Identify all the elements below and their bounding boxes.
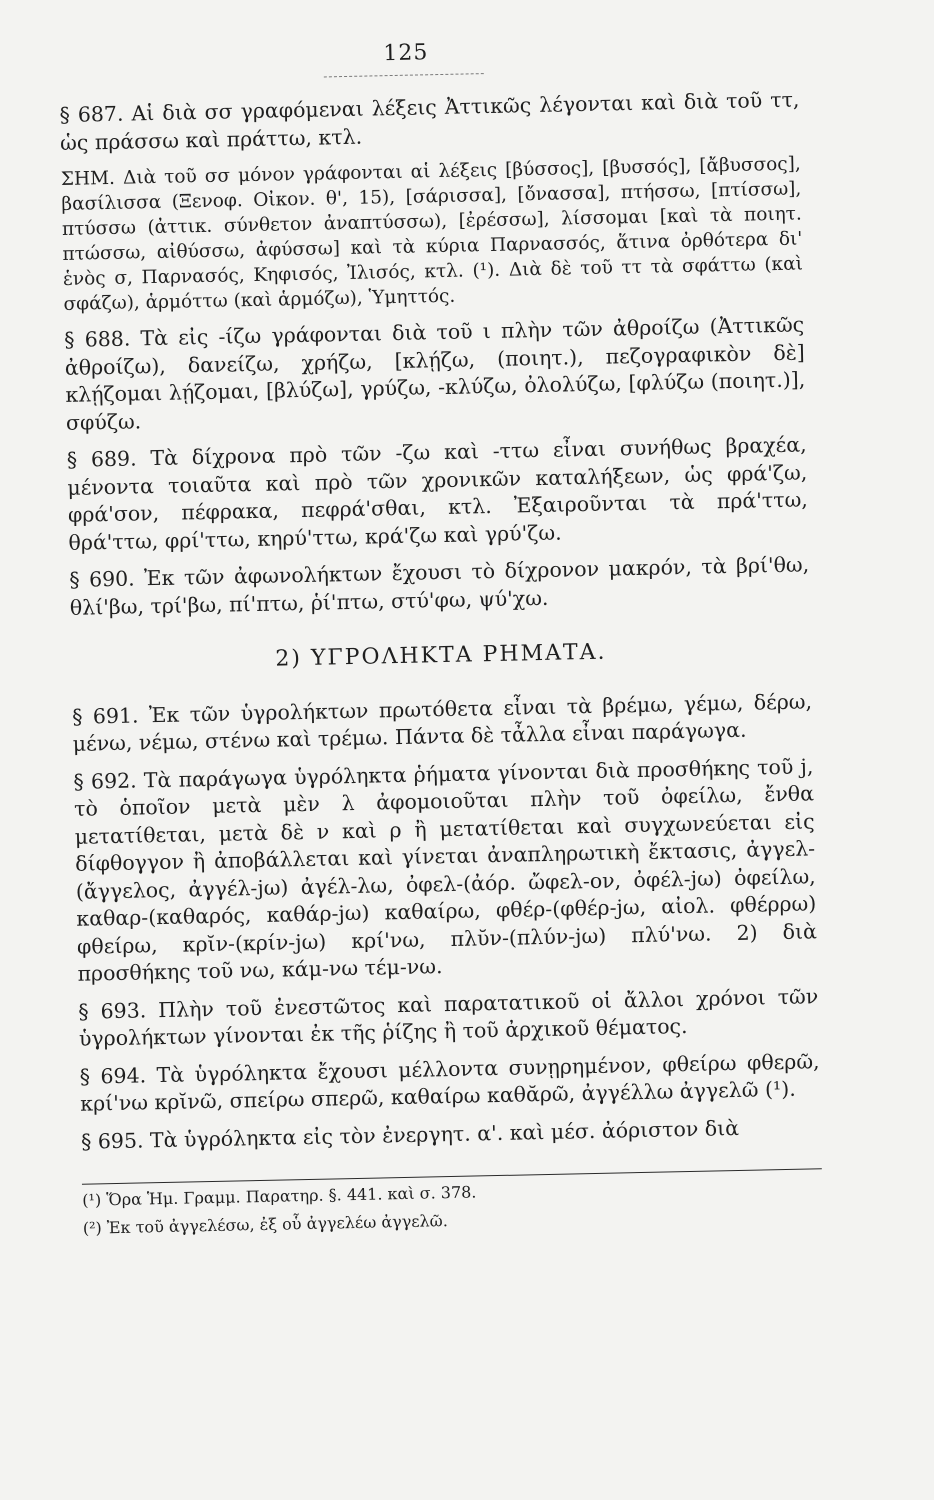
- paragraph-687: § 687. Αἱ διὰ σσ γραφόμεναι λέξεις Ἀττικῶς λέγονται καὶ διὰ τοῦ ττ, ὡς πράσσω καὶ πράττω, κτλ.: [59, 87, 800, 155]
- paragraph-695: § 695. Τὰ ὑγρόληκτα εἰς τὸν ἐνεργητ. α'. καὶ μέσ. ἀόριστον διὰ: [80, 1115, 740, 1154]
- footnote-1: (¹) Ὅρα Ἡμ. Γραμμ. Παρατηρ. §. 441. καὶ σ. 378.: [82, 1182, 477, 1210]
- footnote-2: (²) Ἐκ τοῦ ἀγγελέσω, ἐξ οὗ ἀγγελέω ἀγγελῶ.: [82, 1211, 449, 1238]
- paragraph-689: § 689. Τὰ δίχρονα πρὸ τῶν -ζω καὶ -ττω εἶναι συνήθως βραχέα, μένοντα τοιαῦτα καὶ πρὸ τῶν χρονικῶν καταλήξεων, ὡς φρά'ζω, φρά'σον, πέφρακα, πεφρά'σθαι, κτλ. Ἐξαιροῦνται τὰ πρά'ττω, θρά'ττω, φρί'ττω, κηρύ'ττω, κρά'ζω καὶ γρύ'ζω.: [66, 432, 809, 555]
- paragraph-692: § 692. Τὰ παράγωγα ὑγρόληκτα ῥήματα γίνονται διὰ προσθήκης τοῦ j, τὸ ὁποῖον μετὰ μὲν λ ἀφομοιοῦται πλὴν τοῦ ὀφείλω, ἔνθα μετατίθεται, μετὰ δὲ ν καὶ ρ ἢ μετατίθεται καὶ συγχωνεύεται εἰς δίφθογγον ἢ ἀποβάλλεται καὶ γίνεται ἀναπληρωτικὴ ἔκτασις, ἀγγελ-(ἄγγελος, ἀγγέλ-jω) ἀγέλ-λω, ὀφελ-(ἀόρ. ὤφελ-ον, ὀφέλ-jω) ὀφείλω, καθαρ-(καθαρός, καθάρ-jω) καθαίρω, φθέρ-(φθέρ-jω, αἰολ. φθέρρω) φθείρω, κρῐν-(κρίν-jω) κρί'νω, πλῠν-(πλύν-jω) πλύ'νω. 2) διὰ προσθήκης τοῦ νω, κάμ-νω τέμ-νω.: [73, 753, 818, 986]
- paragraph-691: § 691. Ἐκ τῶν ὑγρολήκτων πρωτόθετα εἶναι τὰ βρέμω, γέμω, δέρω, μένω, νέμω, στένω καὶ τρέμω. Πάντα δὲ τἆλλα εἶναι παράγωγα.: [71, 688, 813, 756]
- note-paragraph: ΣΗΜ. Διὰ τοῦ σσ μόνον γράφονται αἱ λέξεις [βύσσος], [βυσσός], [ἄβυσσος], βασίλισσα (Ξενοφ. Οἰκον. θ', 15), [σάρισσα], [ὄνασσα], πτήσσω, [πτίσσω], πτύσσω (ἀττικ. σύνθετον ἀναπτύσσω), [ἐρέσσω], λίσσομαι [καὶ τὰ ποιητ. πτώσσω, αἰθύσσω, ἀφύσσω] καὶ τὰ κύρια Παρνασσός, ἅτινα ὀρθότερα δι' ἑνὸς σ, Παρνασός, Κηφισός, Ἰλισός, κτλ. (¹). Διὰ δὲ τοῦ ττ τὰ σφάττω (καὶ σφάζω), ἁρμόττω (καὶ ἁρμόζω), Ὑμηττός.: [60, 153, 804, 315]
- text-block: [58, 25, 828, 1480]
- header-rule: [324, 73, 484, 77]
- page-number: 125: [383, 40, 429, 67]
- paragraph-688: § 688. Τὰ εἰς -ίζω γράφονται διὰ τοῦ ι πλὴν τῶν ἀθροίζω (Ἀττικῶς ἀθροίζω), δανείζω, χρήζω, [κλῄζω, (ποιητ.), πεζογραφικὸν δὲ] κλῄζομαι λῄζομαι, [βλύζω], γρύζω, -κλύζω, ὀλολύζω, [φλύζω (ποιητ.)], σφύζω.: [64, 312, 806, 435]
- paragraph-693: § 693. Πλὴν τοῦ ἐνεστῶτος καὶ παρατατικοῦ οἱ ἄλλοι χρόνοι τῶν ὑγρολήκτων γίνονται ἐκ τῆς ῥίζης ἢ τοῦ ἀρχικοῦ θέματος.: [78, 983, 819, 1051]
- paragraph-690: § 690. Ἐκ τῶν ἀφωνολήκτων ἔχουσι τὸ δίχρονον μακρόν, τὰ βρί'θω, θλί'βω, τρί'βω, πί'πτω, ῥί'πτω, στύ'φω, ψύ'χω.: [69, 552, 810, 620]
- section-heading: 2) ΥΓΡΟΛΗΚΤΑ ΡΗΜΑΤΑ.: [275, 639, 607, 672]
- paragraph-694: § 694. Τὰ ὑγρόληκτα ἔχουσι μέλλοντα συνῃρημένον, φθείρω φθερῶ, κρί'νω κρῐνῶ, σπείρω σπερῶ, καθαίρω καθᾰρῶ, ἀγγέλλω ἀγγελῶ (¹).: [79, 1048, 820, 1116]
- page-body: [59, 86, 823, 1240]
